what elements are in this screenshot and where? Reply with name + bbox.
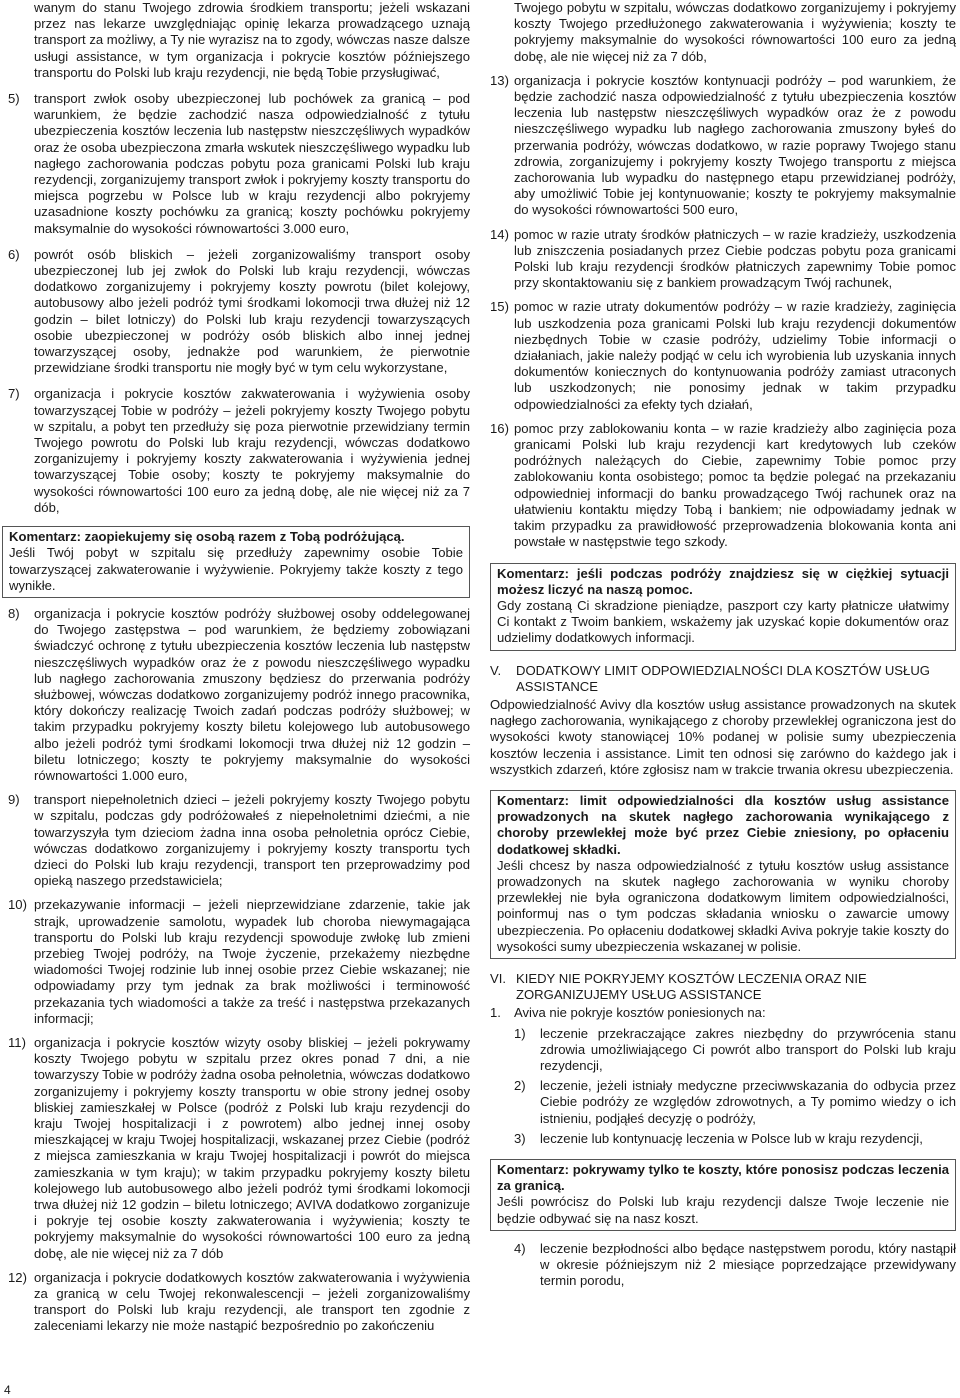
list-item-6	[8, 247, 470, 377]
comment-heading: Komentarz: limit odpowiedzialności dla kosztów usług assistance prowadzonych na skutek nagłego zachorowania wynikającego z choroby przewlekłej może być przez Ciebie zniesiony, po opłaceniu dodatkowej składki.	[497, 792, 949, 857]
sub-item-text: leczenie, jeżeli istniały medyczne przeciwwskazania do odbycia przez Ciebie podróży ze względów zdrowotnych, a Ty pomimo wiedzy o ich istnieniu, podjąłeś decyzję o podróży,	[540, 1078, 956, 1126]
section-paragraph: Odpowiedzialność Avivy dla kosztów usług assistance prowadzonych na skutek nagłego zachorowania, wynikającego z choroby przewlekłej ograniczona jest do wysokości kwoty stanowiącej 10% podanej w polisie sumy ubezpieczenia kosztów leczenia i assistance. Limit ten odnosi się zarówno do każdego jak i wszystkich zdarzeń, które zgłosisz nam w trakcie trwania okresu ubezpieczenia.	[490, 696, 956, 777]
list-item-number: 7)	[8, 386, 20, 402]
comment-box	[490, 563, 956, 651]
list-item-text: pomoc w razie utraty dokumentów podróży – w razie kradzieży, zaginięcia lub uszkodzenia poza granicami Polski lub kraju rezydencji dokumentów niezbędnych Tobie w czasie podróży, udzielimy Tobie informacji o działaniach, jakie należy podjąć w celu ich wyrobienia lub uzyskania innych dokumentów koniecznych do kontynuowania podróży zamiast utraconych lub uszkodzonych; nie ponosimy jednak w takim przypadku odpowiedzialności za efekty tych działań,	[514, 299, 956, 412]
list-item-text: transport niepełnoletnich dzieci – jeżeli pokryjemy koszty Twojego pobytu w szpitalu, podczas gdy podróżowałeś z niepełnoletnimi dziećmi, a nie towarzyszyła tym dzieciom żadna inna osoba pełnoletnia oprócz Ciebie, wówczas dodatkowo zorganizujemy i pokryjemy koszty transportu tych dzieci do Polski lub kraju rezydencji, transport ten przeprowadzimy pod opieką naszego przedstawiciela;	[34, 792, 470, 889]
list-item-text: pomoc w razie utraty środków płatniczych – w razie kradzieży, uszkodzenia lub zniszczenia posiadanych przez Ciebie podczas pobytu poza granicami Polski lub kraju rezydencji środków płatniczych zapewnimy Tobie pomoc przy skontaktowaniu się z bankiem prowadzącym Twój rachunek,	[514, 226, 956, 291]
sub-item-2	[514, 1078, 956, 1127]
list-item-13	[490, 73, 956, 219]
sub-item-text: leczenie przekraczające zakres niezbędny do przywrócenia stanu zdrowia umożliwiającego Ci powrót albo transport do Polski lub kraju rezydencji,	[540, 1025, 956, 1073]
list-item-12	[8, 1270, 470, 1335]
list-item-text: powrót osób bliskich – jeżeli zorganizowaliśmy transport osoby ubezpieczonej lub jej zwłok do Polski lub kraju rezydencji, wówczas dodatkowo zorganizujemy i pokryjemy koszty powrotu (bilet kolejowy, autobusowy albo jeżeli podróż tymi środkami lokomocji trwa dłużej niż 12 godzin – bilet lotniczy) do Polski lub kraju rezydencji towarzyszących osobie ubezpieczonej w podróży osób bliskich albo innej jednej towarzyszącej osoby, jednakże pod warunkiem, że pierwotnie przewidziane środki transportu nie mogły być w tym celu wykorzystane,	[34, 246, 470, 376]
list-item-number: 8)	[8, 605, 20, 621]
list-item-text: transport zwłok osoby ubezpieczonej lub pochówek za granicą – pod warunkiem, że będzie zachodzić nasza odpowiedzialność z tytułu ubezpieczenia kosztów leczenia lub następstw nieszczęśliwych wypadków oraz że osoba ubezpieczona zmarła wskutek nieszczęśliwego wypadku lub nagłego zachorowania podczas pobytu poza granicami Polski lub kraju rezydencji, zorganizujemy transport zwłok i pokryjemy koszty transportu do miejsca pogrzebu w Polsce lub w kraju rezydencji albo pokryjemy uzasadnione koszty pochówku za granicą; koszty pochówku pokryjemy maksymalnie do wysokości równowartości 3.000 euro,	[34, 91, 470, 236]
sub-item-text: leczenie bezpłodności albo będące następstwem porodu, który nastąpił w okresie późniejszym niż 2 miesiące poprzedzające przewidywany termin porodu,	[540, 1240, 956, 1289]
sub-item-number: 3)	[514, 1130, 526, 1146]
list-item-5	[8, 91, 470, 237]
list-item-number: 9)	[8, 792, 20, 808]
sub-item-4	[514, 1241, 956, 1290]
section-title: KIEDY NIE POKRYJEMY KOSZTÓW LECZENIA ORAZ NIE ZORGANIZUJEMY USŁUG ASSISTANCE	[516, 970, 867, 1003]
continued-paragraph: Twojego pobytu w szpitalu, wówczas dodatkowo zorganizujemy i pokryjemy koszty Twojego przedłużonego zakwaterowania i wyżywienia; koszty te pokryjemy maksymalnie do wysokości równowartości 100 euro za jedną dobę, ale nie więcej niż za 7 dób,	[514, 0, 956, 64]
comment-body: Jeśli chcesz by nasza odpowiedzialność z tytułu kosztów usług assistance prowadzonych na skutek nagłego zachorowania w wyniku choroby przewlekłej nie była ograniczona dodatkowym limitem odpowiedzialności, poinformuj nas o tym podczas składania wniosku o zawarcie umowy ubezpieczenia. Po opłaceniu dodatkowej składki Aviva pokryje takie koszty do wysokości sumy ubezpieczenia wskazanej w polisie.	[497, 857, 949, 954]
list-item-15	[490, 299, 956, 412]
list-item-text: organizacja i pokrycie kosztów kontynuacji podróży – pod warunkiem, że będzie zachodzić nasza odpowiedzialność z tytułu ubezpieczenia kosztów leczenia lub następstw nieszczęśliwych wypadków oraz że z powodu nieszczęśliwego wypadku lub nagłego zachorowania zmuszony byłeś do przerwania podróży, wówczas dodatkowo, w razie poprawy Twojego stanu zdrowia, zorganizujemy i pokryjemy koszty Twojego transportu z miejsca zachorowania lub wypadku do następnego etapu przewidzianej podróży, aby umożliwić Tobie jej kontynuowanie; koszty te pokryjemy maksymalnie do wysokości równowartości 500 euro,	[514, 72, 956, 218]
sub-item-1	[514, 1026, 956, 1075]
comment-heading: Komentarz: zaopiekujemy się osobą razem z Tobą podróżującą.	[9, 529, 405, 545]
sub-item-number: 2)	[514, 1078, 526, 1094]
comment-body: Gdy zostaną Ci skradzione pieniądze, paszport czy karty płatnicze ułatwimy Ci kontakt z Twoim bankiem, wskażemy jak uzyskać kopie dokumentów oraz udzielimy dodatkowych informacji.	[497, 597, 949, 646]
comment-body: Jeśli Twój pobyt w szpitalu się przedłuży zapewnimy osobie Tobie towarzyszącej zakwaterowanie i wyżywienie. Pokryjemy także koszty z tego wynikłe.	[9, 545, 463, 593]
list-item-11	[8, 1035, 470, 1262]
section-title: DODATKOWY LIMIT ODPOWIEDZIALNOŚCI DLA KOSZTÓW USŁUG ASSISTANCE	[516, 662, 930, 694]
comment-box	[490, 790, 956, 959]
list-item-number: 15)	[490, 299, 509, 315]
list-item-8	[8, 606, 470, 784]
comment-body: Jeśli powrócisz do Polski lub kraju rezydencji dalsze Twoje leczenie nie będzie odbywać się na nasz koszt.	[497, 1194, 949, 1226]
list-item-text: organizacja i pokrycie kosztów wizyty osoby bliskiej – jeżeli pokrywamy koszty Twojego pobytu w szpitalu przez okres ponad 7 dni, a nie towarzyszy Tobie w podróży żadna osoba pełnoletnia, wówczas dodatkowo zorganizujemy i pokryjemy koszty transportu w obie strony jednej osoby bliskiej zamieszkałej w Polsce (podróż z Polski lub kraju rezydencji do kraju Twojej hospitalizacji i z powrotem) albo jednej innej osoby mieszkającej w kraju Twojej hospitalizacji, wskazanej przez Ciebie (podróż z miejsca zamieszkania w kraju Twojej hospitalizacji i powrót do miejsca zamieszkania w tym kraju); w takim przypadku pokryjemy koszty biletu kolejowego lub autobusowego albo jeżeli podróż tymi środkami lokomocji trwa dłużej niż 12 godzin – biletu lotniczego; AVIVA dodatkowo zorganizuje i pokryje tej osobie koszty zakwaterowania i wyżywienia; koszty te pokryjemy maksymalnie do wysokości równowartości 100 euro za jedną dobę, ale nie więcej niż za 7 dób	[34, 1034, 470, 1261]
list-item-number: 6)	[8, 246, 20, 262]
point-number: 1.	[490, 1005, 501, 1021]
list-item-text: organizacja i pokrycie kosztów zakwaterowania i wyżywienia osoby towarzyszącej Tobie w podróży – jeżeli pokryjemy koszty Twojego pobytu w szpitalu, a pobyt ten przedłuży się poza pierwotnie przewidziany termin Twojego powrotu do Polski lub kraju rezydencji, wówczas dodatkowo zorganizujemy i pokryjemy koszty zakwaterowania i wyżywienia jednej towarzyszącej Tobie osoby; koszty te pokryjemy maksymalnie do wysokości równowartości 100 euro za jedną dobę, ale nie więcej niż za 7 dób,	[34, 386, 470, 515]
sub-item-number: 1)	[514, 1025, 526, 1041]
sub-item-3	[514, 1131, 956, 1147]
list-item-10	[8, 897, 470, 1027]
list-item-number: 14)	[490, 226, 509, 242]
comment-box	[490, 1159, 956, 1231]
point-text: Aviva nie pokryje kosztów poniesionych na:	[514, 1005, 766, 1021]
left-column	[8, 0, 470, 1335]
continued-paragraph: wanym do stanu Twojego zdrowia środkiem transportu; jeżeli wskazani przez nas lekarze uwzględniając opinię lekarza prowadzącego uznają transport za możliwy, a Ty nie wyrazisz na to zgody, wówczas nasze dalsze usługi assistance, w tym organizacja i pokrycie kosztów późniejszego transportu do Polski lub kraju rezydencji, nie będą Tobie przysługiwać,	[34, 0, 470, 80]
list-item-number: 11)	[8, 1034, 26, 1050]
list-item-9	[8, 792, 470, 889]
page-number: 4	[4, 1383, 11, 1397]
sub-item-number: 4)	[514, 1240, 526, 1256]
list-item-number: 10)	[8, 897, 27, 913]
numbered-point	[490, 1005, 956, 1021]
section-heading	[490, 971, 956, 1003]
section-5	[490, 663, 956, 778]
list-item-14	[490, 227, 956, 292]
list-item-text: przekazywanie informacji – jeżeli nieprzewidziane zdarzenie, takie jak strajk, uprowadzenie samolotu, wypadek lub choroba niewymagająca transportu do Polski lub kraju rezydencji spowoduje zwłokę lub zmieni przebieg Twojej podróży, na Twoje życzenie, przekażemy niezbędne wiadomości Twojej rodzinie lub innej osobie przez Ciebie wskazanej; nie odpowiadamy przy tym jednak za brak możliwości i terminowość przekazania tych wiadomości a także za treść i następstwa przekazanych informacji;	[34, 897, 470, 1026]
comment-box	[2, 526, 470, 598]
section-number: V.	[490, 662, 502, 678]
list-item-number: 5)	[8, 91, 20, 107]
list-item-number: 12)	[8, 1269, 27, 1285]
section-number: VI.	[490, 970, 507, 986]
section-heading	[490, 663, 956, 695]
list-item-16	[490, 421, 956, 551]
right-column	[490, 0, 956, 1289]
list-item-text: pomoc przy zablokowaniu konta – w razie kradzieży albo zaginięcia poza granicami Polski lub kraju rezydencji kart kredytowych lub czeków podróżnych należących do Ciebie, zapewnimy Tobie pomoc przy zablokowaniu konta osobistego; pomoc ta będzie polegać na przekazaniu odpowiedniej informacji do banku prowadzącego Twój rachunek oraz na ułatwieniu kontaktu między Tobą i bankiem; nie odpowiadamy jednak w takim przypadku za prawidłowość przeprowadzenia blokowania konta ani powstałe w następstwie tego szkody.	[514, 420, 956, 550]
list-item-7	[8, 386, 470, 516]
list-item-number: 16)	[490, 420, 509, 436]
comment-heading: Komentarz: pokrywamy tylko te koszty, które ponosisz podczas leczenia za granicą.	[497, 1162, 949, 1194]
comment-heading: Komentarz: jeśli podczas podróży znajdziesz się w ciężkiej sytuacji możesz liczyć na naszą pomoc.	[497, 565, 949, 597]
list-item-text: organizacja i pokrycie dodatkowych kosztów zakwaterowania i wyżywienia za granicą w celu Twojej rekonwalescencji – jeżeli zorganizowaliśmy transport do Polski lub kraju rezydencji, ale transport ten zgodnie z zaleceniami lekarzy nie może nastąpić bezpośrednio po zakończeniu	[34, 1269, 470, 1334]
list-item-text: organizacja i pokrycie kosztów podróży służbowej osoby oddelegowanej do Twojego zastępstwa – pod warunkiem, że będziemy zobowiązani świadczyć ochronę z tytułu ubezpieczenia kosztów leczenia lub następstw nieszczęśliwych wypadków oraz że z powodu nieszczęśliwego wypadku lub nagłego zachorowania zmuszony będziesz do przerwania podróży służbowej, wówczas dodatkowo zorganizujemy podróż innego pracownika, który dokończy realizację Twoich zadań podczas podróży służbowej; w takim przypadku pokryjemy koszty biletu kolejowego lub autobusowego albo jeżeli podróż tymi środkami lokomocji trwa dłużej niż 12 godzin – biletu lotniczego; koszty te pokryjemy maksymalnie do wysokości równowartości 1.000 euro,	[34, 605, 470, 783]
section-6	[490, 971, 956, 1147]
list-item-number: 13)	[490, 72, 509, 88]
sub-item-text: leczenie lub kontynuację leczenia w Polsce lub w kraju rezydencji,	[540, 1130, 923, 1146]
